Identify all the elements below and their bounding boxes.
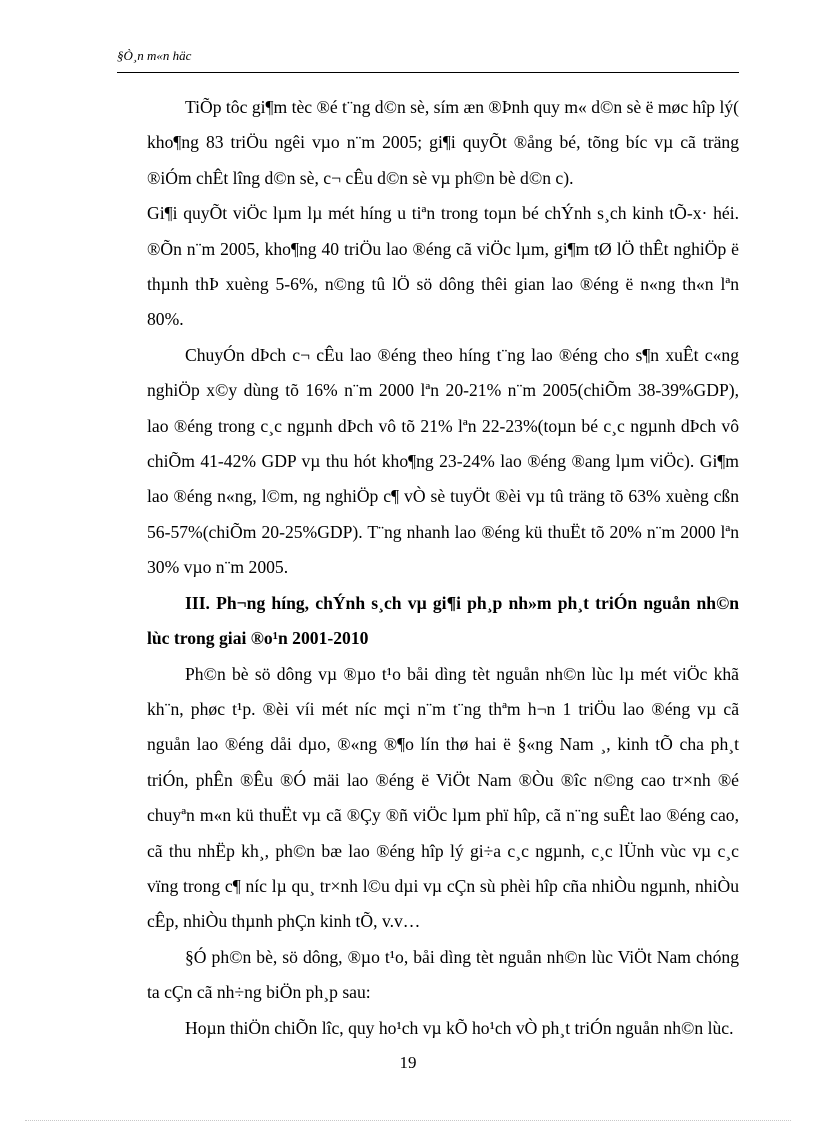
page-number: 19 xyxy=(399,1053,417,1072)
header-divider xyxy=(117,72,739,73)
document-body xyxy=(147,90,739,1046)
paragraph-population-growth: TiÕp tôc gi¶m tèc ®é t¨ng d©n sè, sím æn ®Þnh quy m« d©n sè ë møc hîp lý( kho¶ng 83 triÖu ngêi vµo n¨m 2005; gi¶i quyÕt ®ång bé, tõng bíc vµ cã träng ®iÓm chÊt lîng d©n sè, c¬ cÊu d©n sè vµ ph©n bè d©n c). xyxy=(147,97,739,188)
paragraph-labor-restructuring: ChuyÓn dÞch c¬ cÊu lao ®éng theo híng t¨ng lao ®éng cho s¶n xuÊt c«ng nghiÖp x©y dùng tõ 16% n¨m 2000 lªn 20-21% n¨m 2005(chiÕm 38-39%GDP), lao ®éng trong c¸c ngµnh dÞch vô tõ 21% lªn 22-23%(toµn bé c¸c ngµnh dÞch vô chiÕm 41-42% GDP vµ thu hót kho¶ng 23-24% lao ®éng ®ang lµm viÖc). Gi¶m lao ®éng n«ng, l©m, ng nghiÖp c¶ vÒ sè tuyÖt ®èi vµ tû träng tõ 63% xuèng cßn 56-57%(chiÕm 20-25%GDP). T¨ng nhanh lao ®éng kü thuËt tõ 20% n¨m 2000 lªn 30% vµo n¨m 2005. xyxy=(147,344,739,578)
paragraph-strategy: Hoµn thiÖn chiÕn lîc, quy ho¹ch vµ kÕ ho¹ch vÒ ph¸t triÓn nguån nh©n lùc. xyxy=(185,1017,734,1038)
paragraph-measures-intro: §Ó ph©n bè, sö dông, ®µo t¹o, båi dìng tèt nguån nh©n lùc ViÖt Nam chóng ta cÇn cã nh÷ng biÖn ph¸p sau: xyxy=(147,946,739,1003)
paragraph-employment: Gi¶i quyÕt viÖc lµm lµ mét híng u tiªn trong toµn bé chÝnh s¸ch kinh tÕ-x· héi. ®Õn n¨m 2005, kho¶ng 40 triÖu lao ®éng cã viÖc lµm, gi¶m tØ lÖ thÊt nghiÖp ë thµnh thÞ xuèng 5-6%, n©ng tû lÖ sö dông thêi gian lao ®éng ë n«ng th«n lªn 80%. xyxy=(147,203,739,330)
paragraph-distribution-training: Ph©n bè sö dông vµ ®µo t¹o båi dìng tèt nguån nh©n lùc lµ mét viÖc khã kh¨n, phøc t¹p. ®èi víi mét níc mçi n¨m t¨ng thªm h¬n 1 triÖu lao ®éng vµ cã nguån lao ®éng dåi dµo, ®«ng ®¶o lín thø hai ë §«ng Nam ¸, kinh tÕ cha ph¸t triÓn, phÊn ®Êu ®Ó mäi lao ®éng ë ViÖt Nam ®Òu ®îc n©ng cao tr×nh ®é chuyªn m«n kü thuËt vµ cã ®Çy ®ñ viÖc lµm phï hîp, cã n¨ng suÊt lao ®éng cao, cã thu nhËp kh¸, ph©n bæ lao ®éng hîp lý gi÷a c¸c ngµnh, c¸c lÜnh vùc vµ c¸c vïng trong c¶ níc lµ qu¸ tr×nh l©u dµi vµ cÇn sù phèi hîp cña nhiÒu ngµnh, nhiÒu cÊp, nhiÒu thµnh phÇn kinh tÕ, v.v… xyxy=(147,663,739,932)
section-heading: III. Ph¬ng híng, chÝnh s¸ch vµ gi¶i ph¸p nh»m ph¸t triÓn nguån nh©n lùc trong giai ®o¹n 2001-2010 xyxy=(147,592,739,649)
running-header: §Ò¸n m«n häc xyxy=(117,48,192,63)
page-bottom-divider xyxy=(25,1120,791,1121)
